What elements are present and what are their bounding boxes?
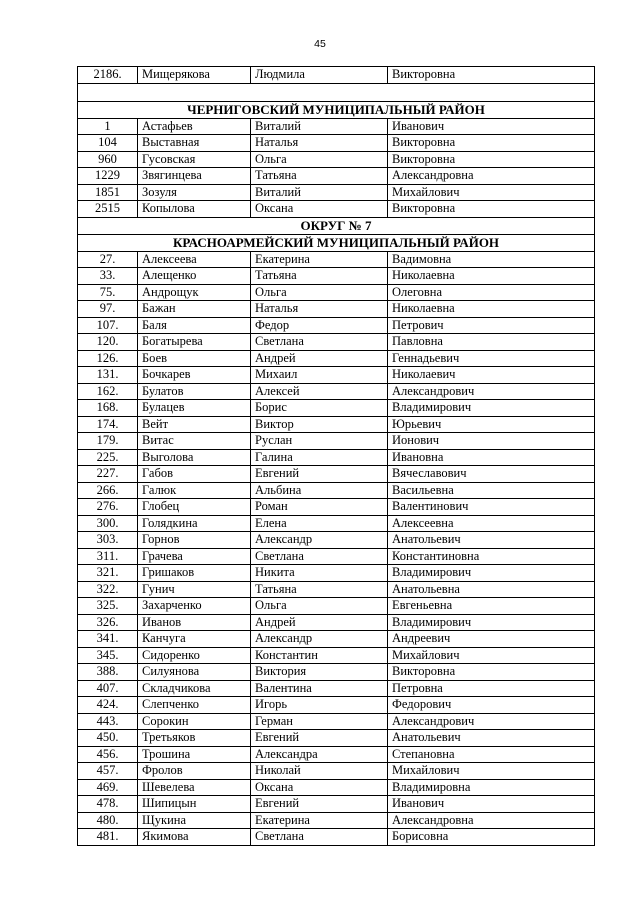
cell-first-name: Татьяна xyxy=(251,581,388,598)
cell-last-name: Трошина xyxy=(138,746,251,763)
cell-number: 266. xyxy=(78,482,138,499)
table-row xyxy=(78,730,595,747)
cell-last-name: Силуянова xyxy=(138,664,251,681)
cell-patronymic: Геннадьевич xyxy=(388,350,595,367)
cell-patronymic: Ионович xyxy=(388,433,595,450)
page-number: 45 xyxy=(314,38,326,50)
cell-number: 443. xyxy=(78,713,138,730)
cell-last-name: Глобец xyxy=(138,499,251,516)
cell-first-name: Наталья xyxy=(251,301,388,318)
cell-last-name: Горнов xyxy=(138,532,251,549)
cell-number: 321. xyxy=(78,565,138,582)
cell-last-name: Вейт xyxy=(138,416,251,433)
cell-last-name: Гришаков xyxy=(138,565,251,582)
cell-last-name: Грачева xyxy=(138,548,251,565)
table-row xyxy=(78,581,595,598)
cell-first-name: Оксана xyxy=(251,779,388,796)
cell-patronymic: Петрович xyxy=(388,317,595,334)
cell-last-name: Булацев xyxy=(138,400,251,417)
table-row xyxy=(78,614,595,631)
cell-first-name: Виктория xyxy=(251,664,388,681)
cell-last-name: Фролов xyxy=(138,763,251,780)
cell-number: 97. xyxy=(78,301,138,318)
cell-number: 276. xyxy=(78,499,138,516)
cell-last-name: Астафьев xyxy=(138,118,251,135)
cell-number: 27. xyxy=(78,251,138,268)
cell-first-name: Игорь xyxy=(251,697,388,714)
cell-number: 1851 xyxy=(78,184,138,201)
cell-patronymic: Викторовна xyxy=(388,201,595,218)
cell-number: 126. xyxy=(78,350,138,367)
cell-first-name: Валентина xyxy=(251,680,388,697)
cell-first-name: Алексей xyxy=(251,383,388,400)
cell-patronymic: Павловна xyxy=(388,334,595,351)
table-row xyxy=(78,184,595,201)
cell-patronymic: Николаевна xyxy=(388,268,595,285)
cell-last-name: Гусовская xyxy=(138,151,251,168)
cell-last-name: Иванов xyxy=(138,614,251,631)
section-row xyxy=(78,101,595,118)
section-heading: ОКРУГ № 7 xyxy=(78,217,595,234)
cell-number: 456. xyxy=(78,746,138,763)
cell-number: 107. xyxy=(78,317,138,334)
cell-patronymic: Вячеславович xyxy=(388,466,595,483)
cell-first-name: Руслан xyxy=(251,433,388,450)
table-row xyxy=(78,151,595,168)
table-row xyxy=(78,284,595,301)
table-row xyxy=(78,383,595,400)
table-row xyxy=(78,565,595,582)
table-row xyxy=(78,135,595,152)
cell-last-name: Якимова xyxy=(138,829,251,846)
cell-number: 450. xyxy=(78,730,138,747)
table-row xyxy=(78,746,595,763)
cell-first-name: Татьяна xyxy=(251,268,388,285)
cell-first-name: Михаил xyxy=(251,367,388,384)
section-heading: ЧЕРНИГОВСКИЙ МУНИЦИПАЛЬНЫЙ РАЙОН xyxy=(78,101,595,118)
cell-last-name: Боев xyxy=(138,350,251,367)
cell-last-name: Гунич xyxy=(138,581,251,598)
cell-last-name: Бажан xyxy=(138,301,251,318)
cell-number: 75. xyxy=(78,284,138,301)
cell-number: 2186. xyxy=(78,67,138,84)
cell-patronymic: Владимирович xyxy=(388,565,595,582)
cell-last-name: Слепченко xyxy=(138,697,251,714)
table-row xyxy=(78,680,595,697)
cell-patronymic: Александровна xyxy=(388,168,595,185)
table-row xyxy=(78,515,595,532)
table-row xyxy=(78,697,595,714)
cell-number: 303. xyxy=(78,532,138,549)
cell-first-name: Людмила xyxy=(251,67,388,84)
cell-last-name: Булатов xyxy=(138,383,251,400)
cell-patronymic: Викторовна xyxy=(388,67,595,84)
cell-patronymic: Михайлович xyxy=(388,763,595,780)
cell-number: 179. xyxy=(78,433,138,450)
table-row xyxy=(78,631,595,648)
roster-body xyxy=(78,67,595,846)
cell-patronymic: Олеговна xyxy=(388,284,595,301)
cell-number: 960 xyxy=(78,151,138,168)
cell-number: 325. xyxy=(78,598,138,615)
cell-patronymic: Владимировна xyxy=(388,779,595,796)
cell-patronymic: Евгеньевна xyxy=(388,598,595,615)
cell-first-name: Светлана xyxy=(251,829,388,846)
cell-last-name: Шевелева xyxy=(138,779,251,796)
cell-number: 225. xyxy=(78,449,138,466)
cell-last-name: Алексеева xyxy=(138,251,251,268)
cell-last-name: Шипицын xyxy=(138,796,251,813)
cell-last-name: Звягинцева xyxy=(138,168,251,185)
cell-last-name: Андрощук xyxy=(138,284,251,301)
cell-last-name: Сорокин xyxy=(138,713,251,730)
cell-number: 227. xyxy=(78,466,138,483)
section-row xyxy=(78,217,595,234)
cell-patronymic: Анатольевна xyxy=(388,581,595,598)
cell-number: 322. xyxy=(78,581,138,598)
cell-first-name: Роман xyxy=(251,499,388,516)
cell-patronymic: Анатольевич xyxy=(388,532,595,549)
cell-last-name: Богатырева xyxy=(138,334,251,351)
cell-last-name: Зозуля xyxy=(138,184,251,201)
cell-first-name: Галина xyxy=(251,449,388,466)
table-row xyxy=(78,664,595,681)
table-row xyxy=(78,118,595,135)
table-row xyxy=(78,334,595,351)
table-row xyxy=(78,416,595,433)
cell-patronymic: Александрович xyxy=(388,383,595,400)
cell-patronymic: Александрович xyxy=(388,713,595,730)
cell-first-name: Евгений xyxy=(251,466,388,483)
cell-first-name: Виталий xyxy=(251,184,388,201)
cell-last-name: Галюк xyxy=(138,482,251,499)
cell-number: 407. xyxy=(78,680,138,697)
cell-first-name: Ольга xyxy=(251,284,388,301)
table-row xyxy=(78,829,595,846)
table-row xyxy=(78,763,595,780)
cell-patronymic: Андреевич xyxy=(388,631,595,648)
table-row xyxy=(78,317,595,334)
cell-patronymic: Васильевна xyxy=(388,482,595,499)
cell-first-name: Наталья xyxy=(251,135,388,152)
cell-last-name: Выголова xyxy=(138,449,251,466)
table-row xyxy=(78,301,595,318)
cell-last-name: Копылова xyxy=(138,201,251,218)
cell-number: 478. xyxy=(78,796,138,813)
cell-first-name: Альбина xyxy=(251,482,388,499)
cell-first-name: Никита xyxy=(251,565,388,582)
table-row xyxy=(78,268,595,285)
cell-patronymic: Борисовна xyxy=(388,829,595,846)
cell-patronymic: Михайлович xyxy=(388,184,595,201)
cell-first-name: Андрей xyxy=(251,614,388,631)
cell-first-name: Елена xyxy=(251,515,388,532)
cell-patronymic: Ивановна xyxy=(388,449,595,466)
cell-first-name: Виталий xyxy=(251,118,388,135)
cell-first-name: Екатерина xyxy=(251,251,388,268)
cell-first-name: Евгений xyxy=(251,730,388,747)
table-row xyxy=(78,713,595,730)
cell-first-name: Виктор xyxy=(251,416,388,433)
table-row xyxy=(78,466,595,483)
cell-number: 1229 xyxy=(78,168,138,185)
cell-number: 480. xyxy=(78,812,138,829)
cell-patronymic: Алексеевна xyxy=(388,515,595,532)
cell-number: 162. xyxy=(78,383,138,400)
cell-number: 120. xyxy=(78,334,138,351)
cell-patronymic: Степановна xyxy=(388,746,595,763)
cell-number: 388. xyxy=(78,664,138,681)
cell-number: 311. xyxy=(78,548,138,565)
cell-patronymic: Николаевна xyxy=(388,301,595,318)
cell-patronymic: Викторовна xyxy=(388,664,595,681)
cell-number: 168. xyxy=(78,400,138,417)
cell-last-name: Витас xyxy=(138,433,251,450)
cell-patronymic: Михайлович xyxy=(388,647,595,664)
table-row xyxy=(78,499,595,516)
cell-patronymic: Анатольевич xyxy=(388,730,595,747)
cell-first-name: Николай xyxy=(251,763,388,780)
cell-first-name: Светлана xyxy=(251,334,388,351)
cell-first-name: Ольга xyxy=(251,151,388,168)
cell-number: 1 xyxy=(78,118,138,135)
table-row xyxy=(78,168,595,185)
table-row xyxy=(78,647,595,664)
cell-patronymic: Владимирович xyxy=(388,400,595,417)
cell-patronymic: Иванович xyxy=(388,118,595,135)
cell-last-name: Щукина xyxy=(138,812,251,829)
cell-number: 424. xyxy=(78,697,138,714)
table-row xyxy=(78,367,595,384)
cell-first-name: Евгений xyxy=(251,796,388,813)
cell-number: 300. xyxy=(78,515,138,532)
cell-patronymic: Викторовна xyxy=(388,151,595,168)
cell-number: 131. xyxy=(78,367,138,384)
cell-number: 104 xyxy=(78,135,138,152)
cell-number: 326. xyxy=(78,614,138,631)
cell-first-name: Герман xyxy=(251,713,388,730)
cell-patronymic: Викторовна xyxy=(388,135,595,152)
cell-first-name: Екатерина xyxy=(251,812,388,829)
table-row xyxy=(78,548,595,565)
table-row xyxy=(78,812,595,829)
cell-first-name: Светлана xyxy=(251,548,388,565)
table-row xyxy=(78,201,595,218)
cell-last-name: Баля xyxy=(138,317,251,334)
cell-last-name: Третьяков xyxy=(138,730,251,747)
spacer-row xyxy=(78,83,595,101)
cell-number: 457. xyxy=(78,763,138,780)
cell-last-name: Мищерякова xyxy=(138,67,251,84)
section-heading: КРАСНОАРМЕЙСКИЙ МУНИЦИПАЛЬНЫЙ РАЙОН xyxy=(78,234,595,251)
empty-cell xyxy=(78,83,595,101)
cell-number: 481. xyxy=(78,829,138,846)
cell-number: 469. xyxy=(78,779,138,796)
table-row xyxy=(78,598,595,615)
cell-last-name: Бочкарев xyxy=(138,367,251,384)
cell-patronymic: Николаевич xyxy=(388,367,595,384)
cell-first-name: Константин xyxy=(251,647,388,664)
cell-last-name: Сидоренко xyxy=(138,647,251,664)
cell-first-name: Александр xyxy=(251,532,388,549)
cell-patronymic: Александровна xyxy=(388,812,595,829)
table-row xyxy=(78,796,595,813)
table-row xyxy=(78,532,595,549)
cell-last-name: Габов xyxy=(138,466,251,483)
cell-patronymic: Константиновна xyxy=(388,548,595,565)
cell-number: 2515 xyxy=(78,201,138,218)
table-row xyxy=(78,350,595,367)
cell-first-name: Ольга xyxy=(251,598,388,615)
cell-last-name: Складчикова xyxy=(138,680,251,697)
cell-last-name: Канчуга xyxy=(138,631,251,648)
cell-first-name: Андрей xyxy=(251,350,388,367)
table-row xyxy=(78,433,595,450)
cell-first-name: Александр xyxy=(251,631,388,648)
cell-number: 174. xyxy=(78,416,138,433)
table-row xyxy=(78,67,595,84)
table-row xyxy=(78,251,595,268)
section-row xyxy=(78,234,595,251)
cell-patronymic: Валентинович xyxy=(388,499,595,516)
cell-number: 341. xyxy=(78,631,138,648)
cell-patronymic: Юрьевич xyxy=(388,416,595,433)
cell-patronymic: Федорович xyxy=(388,697,595,714)
cell-first-name: Борис xyxy=(251,400,388,417)
cell-patronymic: Вадимовна xyxy=(388,251,595,268)
cell-number: 33. xyxy=(78,268,138,285)
cell-number: 345. xyxy=(78,647,138,664)
cell-first-name: Федор xyxy=(251,317,388,334)
cell-last-name: Захарченко xyxy=(138,598,251,615)
cell-last-name: Алещенко xyxy=(138,268,251,285)
table-row xyxy=(78,482,595,499)
table-row xyxy=(78,400,595,417)
cell-patronymic: Владимирович xyxy=(388,614,595,631)
cell-first-name: Татьяна xyxy=(251,168,388,185)
roster-table xyxy=(77,66,595,846)
cell-patronymic: Иванович xyxy=(388,796,595,813)
cell-first-name: Александра xyxy=(251,746,388,763)
cell-first-name: Оксана xyxy=(251,201,388,218)
table-row xyxy=(78,779,595,796)
cell-last-name: Голядкина xyxy=(138,515,251,532)
cell-last-name: Выставная xyxy=(138,135,251,152)
table-row xyxy=(78,449,595,466)
cell-patronymic: Петровна xyxy=(388,680,595,697)
